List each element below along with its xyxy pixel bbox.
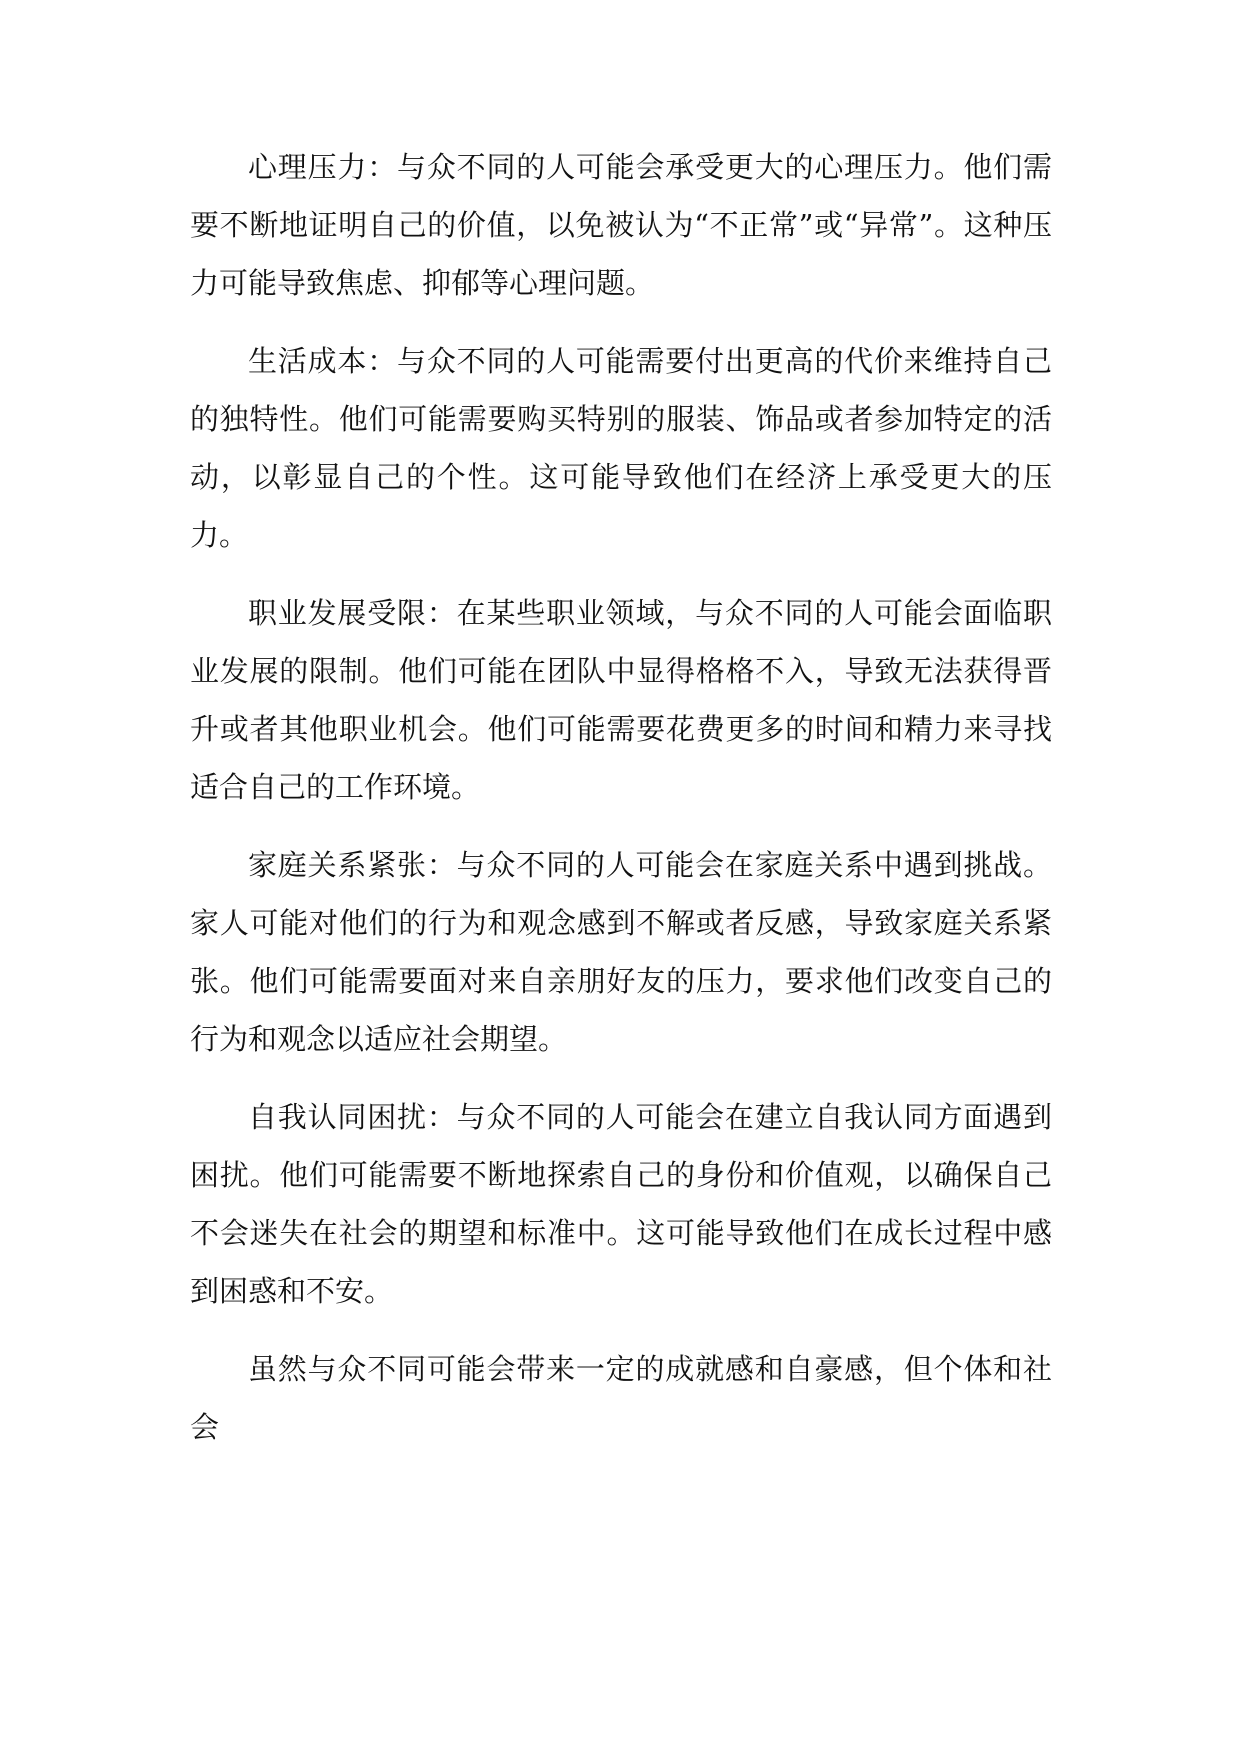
- paragraph-family-tension: 家庭关系紧张：与众不同的人可能会在家庭关系中遇到挑战。家人可能对他们的行为和观念感到不解或者反感，导致家庭关系紧张。他们可能需要面对来自亲朋好友的压力，要求他们改变自己的行为和观念以适应社会期望。: [190, 848, 1052, 1056]
- paragraph-career-limits: 职业发展受限：在某些职业领域，与众不同的人可能会面临职业发展的限制。他们可能在团队中显得格格不入，导致无法获得晋升或者其他职业机会。他们可能需要花费更多的时间和精力来寻找适合自己的工作环境。: [190, 596, 1052, 804]
- document-page: [190, 138, 1052, 1476]
- paragraph-living-cost: 生活成本：与众不同的人可能需要付出更高的代价来维持自己的独特性。他们可能需要购买特别的服装、饰品或者参加特定的活动，以彰显自己的个性。这可能导致他们在经济上承受更大的压力。: [190, 344, 1052, 552]
- paragraph-psychological-pressure: 心理压力：与众不同的人可能会承受更大的心理压力。他们需要不断地证明自己的价值，以免被认为“不正常”或“异常”。这种压力可能导致焦虑、抑郁等心理问题。: [190, 150, 1052, 300]
- paragraph-conclusion: 虽然与众不同可能会带来一定的成就感和自豪感，但个体和社会: [190, 1352, 1052, 1444]
- paragraph-self-identity: 自我认同困扰：与众不同的人可能会在建立自我认同方面遇到困扰。他们可能需要不断地探索自己的身份和价值观，以确保自己不会迷失在社会的期望和标准中。这可能导致他们在成长过程中感到困惑和不安。: [190, 1100, 1052, 1308]
